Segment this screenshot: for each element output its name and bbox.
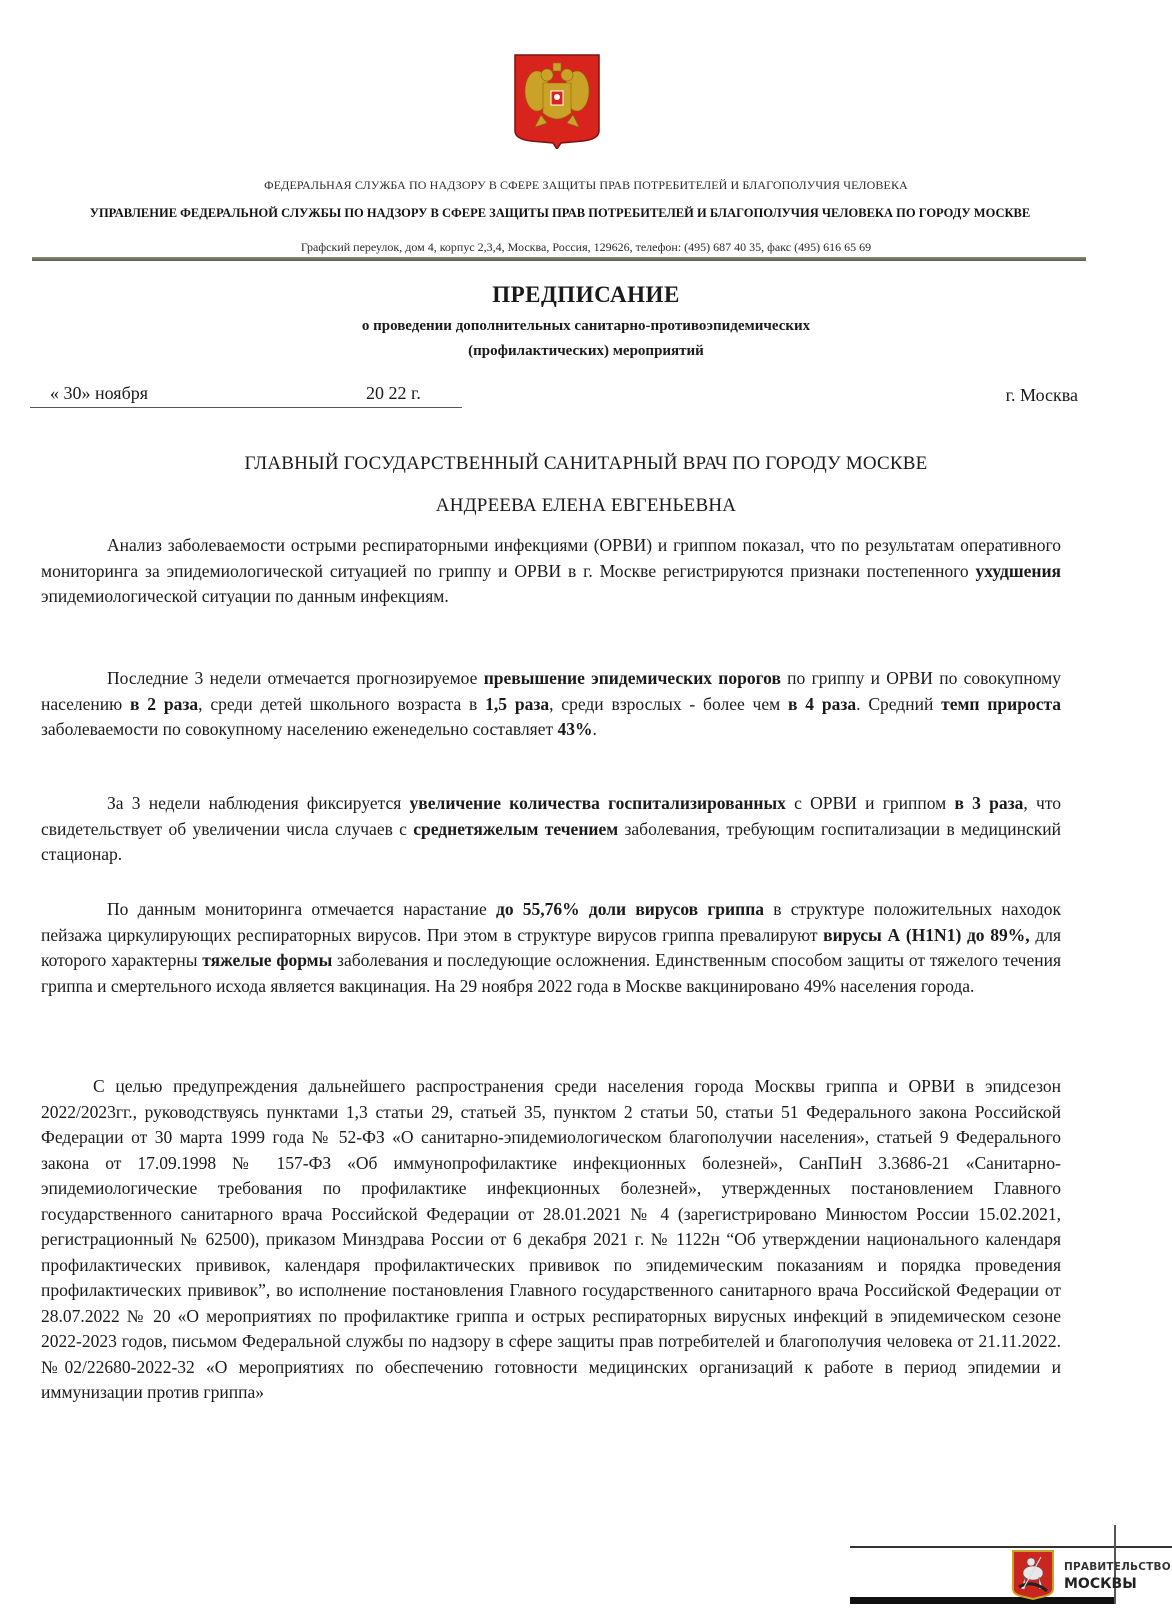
paragraph-text: в структуре положительных находок пейзажа циркулирующих респираторных вирусов. При этом в структуре вирусов гриппа превалируют	[41, 899, 1062, 945]
moscow-government-label: ПРАВИТЕЛЬСТВО	[1064, 1561, 1171, 1573]
paragraph-text: С целью предупреждения дальнейшего распространения среди населения города Москвы гриппа и ОРВИ в эпидсезон 2022/2023гг., руководствуясь пунктами 1,3 статьи 29, статьей 35, пунктом 2 статьи 50, статьи 51 Федерального закона Российской Федерации от 30 марта 1999 года № 52-ФЗ «О санитарно-эпидемиологическом благополучии населения», статьей 9 Федерального закона от 17.09.1998 № 157-ФЗ «Об иммунопрофилактике инфекционных болезней», СанПиН 3.3686-21 «Санитарно-эпидемиологические требования по профилактике инфекционных болезней», утвержденных постановлением Главного государственного санитарного врача Российской Федерации от 28.01.2021 № 4 (зарегистрировано Минюстом России 15.02.2021, регистрационный № 62500), приказом Минздрава России от 6 декабря 2021 г. № 1122н “Об утверждении национального календаря профилактических прививок, календаря профилактических прививок по эпидемическим показаниям и порядка проведения профилактических прививок”, во исполнение постановления Главного государственного санитарного врача Российской Федерации от 28.07.2022 № 20 «О мероприятиях по профилактике гриппа и острых респираторных вирусных инфекций в эпидемическом сезоне 2022-2023 годов, письмом Федеральной службы по надзору в сфере защиты прав потребителей и благополучия человека от 21.11.2022. №02/22680-2022-32 «О мероприятиях по обеспечению готовности медицинских организаций к работе в период эпидемии и иммунизации против гриппа»	[41, 1076, 1061, 1402]
agency-address: Графский переулок, дом 4, корпус 2,3,4, Москва, Россия, 129626, телефон: (495) 687 40 35, факс (495) 616 65 69	[300, 240, 872, 254]
paragraph	[41, 897, 1061, 999]
paragraph-text: с ОРВИ и гриппом	[785, 793, 955, 813]
document-date-year: 20 22 г.	[366, 383, 421, 403]
document-subtitle-line-1: о проведении дополнительных санитарно-противоэпидемических	[361, 318, 811, 334]
moscow-coat-of-arms-icon	[1011, 1549, 1055, 1603]
paragraph-text: заболеваемости по совокупному населению еженедельно составляет	[41, 719, 558, 739]
paragraph-text: по гриппу и ОРВИ по совокупному населению	[41, 668, 1061, 714]
paragraph-text: Последние 3 недели отмечается прогнозируемое	[107, 668, 484, 688]
emphasized-text: в 2 раза	[130, 693, 199, 714]
document-subtitle	[0, 314, 1172, 364]
emphasized-text: в 3 раза	[954, 793, 1024, 813]
document-date	[30, 383, 462, 408]
emphasized-text: 43%	[557, 719, 593, 739]
paragraph-text: эпидемиологической ситуации по данным инфекциям.	[41, 586, 449, 606]
document-title: ПРЕДПИСАНИЕ	[492, 282, 680, 307]
moscow-government-label-city: МОСКВЫ	[1064, 1576, 1137, 1592]
paragraph	[41, 791, 1061, 868]
agency-name-moscow-department: УПРАВЛЕНИЕ ФЕДЕРАЛЬНОЙ СЛУЖБЫ ПО НАДЗОРУ В СФЕРЕ ЗАЩИТЫ ПРАВ ПОТРЕБИТЕЛЕЙ И БЛАГОПОЛУЧИЯ ЧЕЛОВЕКА ПО ГОРОДУ МОСКВЕ	[89, 206, 1031, 220]
paragraph-text: . Средний	[856, 693, 942, 714]
emphasized-text: увеличение количества госпитализированных	[409, 793, 786, 813]
official-name: АНДРЕЕВА ЕЛЕНА ЕВГЕНЬЕВНА	[435, 495, 737, 516]
emphasized-text: тяжелые формы	[202, 950, 333, 970]
header-divider	[32, 257, 1086, 261]
paragraph-text: По данным мониторинга отмечается нарастание	[107, 899, 496, 919]
paragraph-text: .	[592, 719, 597, 739]
document-city: г. Москва	[1005, 385, 1078, 405]
document-date-day: « 30» ноября	[50, 383, 149, 403]
emphasized-text: превышение эпидемических порогов	[483, 668, 781, 688]
paragraph-text: заболевания, требующим госпитализации в медицинский стационар.	[41, 818, 1061, 864]
emphasized-text: ухудшения	[975, 560, 1061, 581]
emphasized-text: до 55,76% доли вирусов гриппа	[495, 899, 765, 919]
footer-divider	[850, 1546, 1172, 1548]
emphasized-text: темп прироста	[941, 693, 1062, 714]
paragraph-text: , среди детей школьного возраста в	[198, 693, 486, 714]
footer-bar	[850, 1597, 1114, 1604]
paragraph-text: для которого характерны	[41, 924, 1061, 970]
emphasized-text: среднетяжелым течением	[413, 818, 619, 839]
paragraph-text: заболевания и последующие осложнения. Единственным способом защиты от тяжелого течения гриппа и смертельного исхода является вакцинация. На 29 ноября 2022 года в Москве вакцинировано 49% населения города.	[41, 950, 1061, 996]
official-position: ГЛАВНЫЙ ГОСУДАРСТВЕННЫЙ САНИТАРНЫЙ ВРАЧ ПО ГОРОДУ МОСКВЕ	[244, 453, 928, 474]
document-subtitle-line-2: (профилактических) мероприятий	[468, 343, 704, 359]
paragraph	[41, 533, 1061, 610]
paragraph-text: За 3 недели наблюдения фиксируется	[107, 793, 410, 813]
russian-coat-of-arms-icon	[513, 53, 601, 149]
emphasized-text: в 4 раза	[788, 693, 857, 714]
emphasized-text: вирусы А (H1N1) до 89%,	[823, 924, 1030, 945]
paragraph	[41, 1074, 1061, 1406]
paragraph-text: , что свидетельствует об увеличении числа случаев с	[41, 793, 1062, 839]
paragraph-text: , среди взрослых - более чем	[549, 693, 789, 714]
paragraph-text: Анализ заболеваемости острыми респираторными инфекциями (ОРВИ) и гриппом показал, что по результатам оперативного мониторинга за эпидемиологической ситуацией по гриппу и ОРВИ в г. Москве регистрируются признаки постепенного	[41, 535, 1061, 581]
agency-name-federal: ФЕДЕРАЛЬНАЯ СЛУЖБА ПО НАДЗОРУ В СФЕРЕ ЗАЩИТЫ ПРАВ ПОТРЕБИТЕЛЕЙ И БЛАГОПОЛУЧИЯ ЧЕЛОВЕКА	[264, 178, 908, 192]
paragraph	[41, 666, 1061, 743]
emphasized-text: 1,5 раза	[485, 693, 550, 714]
